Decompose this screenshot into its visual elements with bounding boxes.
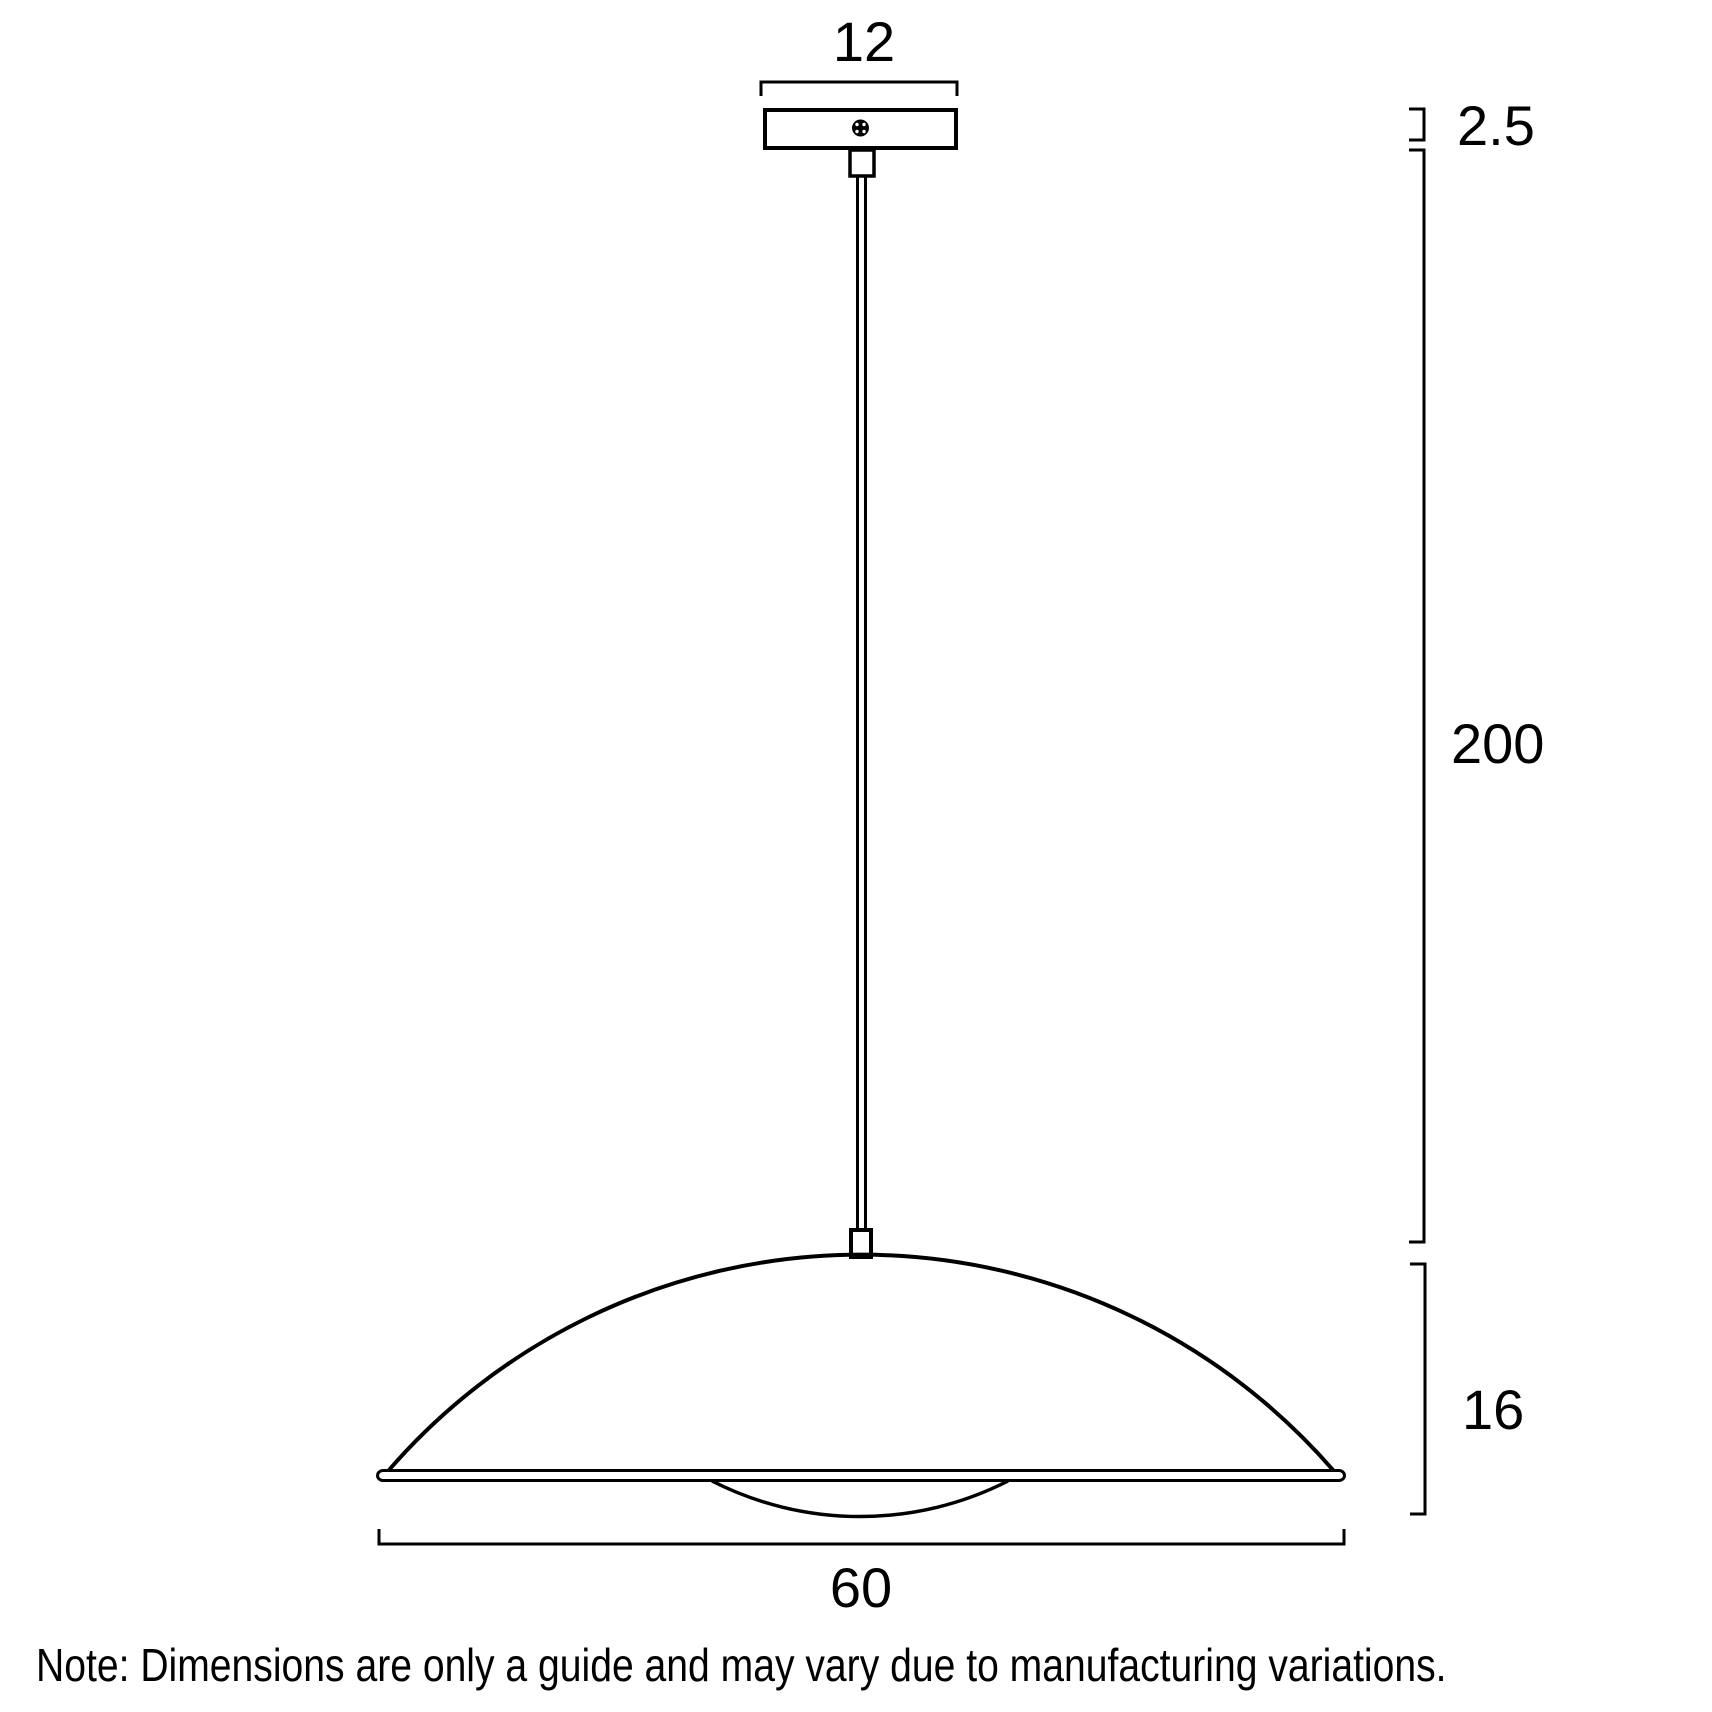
- canopy-width-dimension-line: [761, 82, 957, 96]
- screw-head-icon: [852, 120, 869, 137]
- shade-rim: [378, 1471, 1345, 1481]
- shade-diameter-label: 60: [829, 1556, 893, 1619]
- shade-diffuser-arc: [712, 1481, 1008, 1517]
- canopy-height-dimension-line: [1409, 109, 1424, 140]
- shade-height-dimension-line: [1410, 1264, 1425, 1514]
- shade-dome-outline: [389, 1255, 1333, 1470]
- canopy-height-label: 2.5: [1457, 94, 1535, 157]
- manufacturing-note: Note: Dimensions are only a guide and may vary due to manufacturing variations.: [36, 1639, 1447, 1691]
- suspension-rod: [858, 176, 866, 1230]
- shade-width-dimension-line: [379, 1529, 1344, 1544]
- canopy-width-label: 12: [832, 10, 896, 73]
- rod-length-label: 200: [1451, 712, 1545, 775]
- rod-length-dimension-line: [1409, 150, 1424, 1242]
- shade-height-label: 16: [1462, 1378, 1525, 1441]
- canopy-stem: [850, 150, 874, 176]
